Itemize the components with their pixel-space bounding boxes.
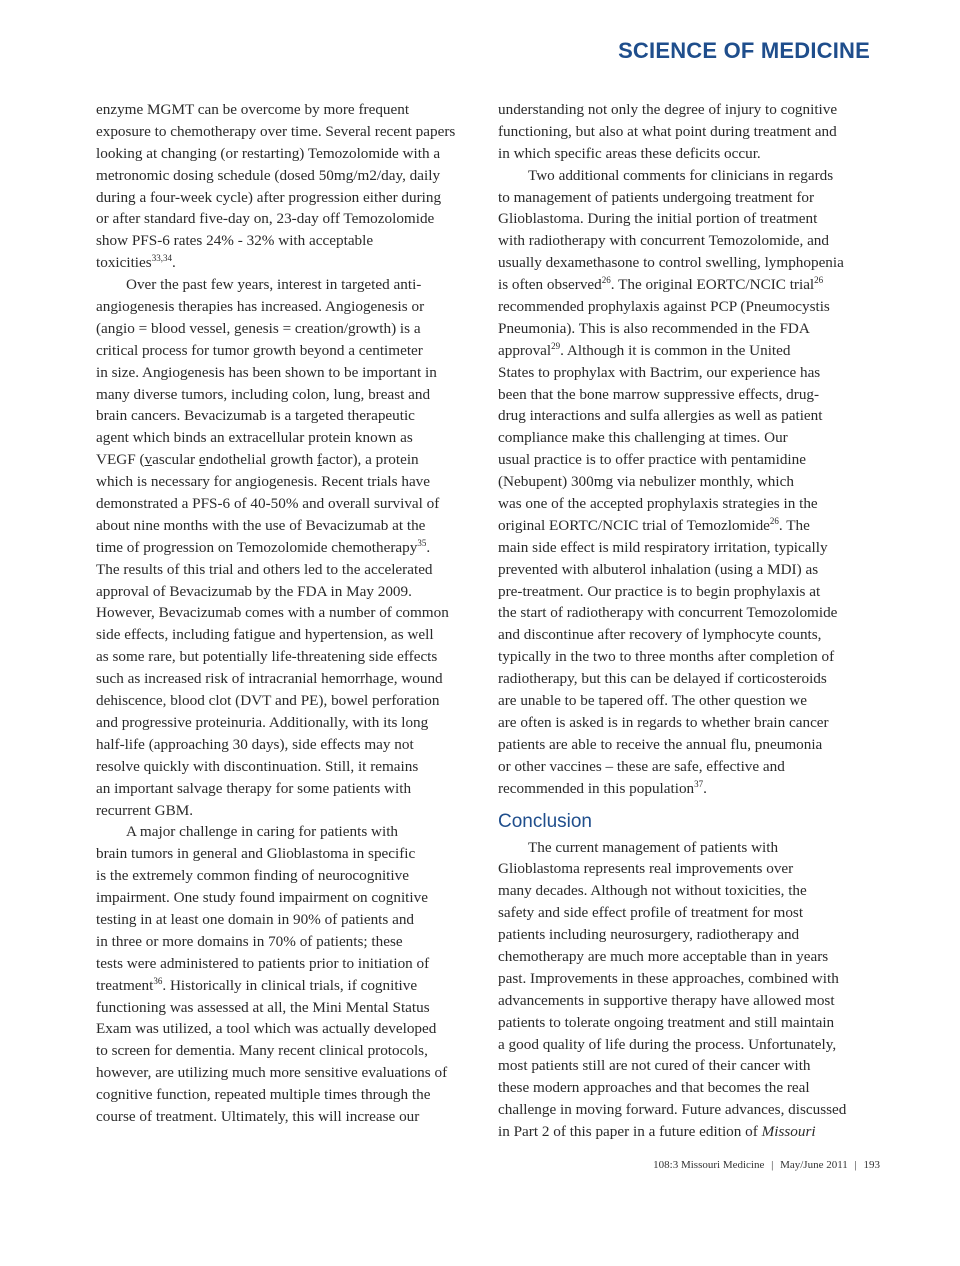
right-column <box>498 99 884 1143</box>
paragraph-start: A major challenge in caring for patients with <box>126 823 399 841</box>
text-span: . The <box>778 516 810 534</box>
citation-ref: 36 <box>153 975 163 986</box>
text-line: an important salvage therapy for some patients with <box>96 779 412 797</box>
text-line: demonstrated a PFS-6 of 40-50% and overall survival of <box>96 495 440 513</box>
text-line <box>96 537 482 559</box>
text-span: . <box>171 254 176 272</box>
text-line: patients including neurosurgery, radiotherapy and <box>498 926 800 944</box>
left-column <box>96 99 482 1128</box>
text-line: brain tumors in general and Glioblastoma in specific <box>96 845 416 863</box>
text-line: exposure to chemotherapy over time. Several recent papers <box>96 122 456 140</box>
text-span: approval <box>498 341 552 359</box>
text-span: time of progression on Temozolomide chemotherapy <box>96 538 418 556</box>
text-line: recurrent GBM. <box>96 801 193 819</box>
text-line: with radiotherapy with concurrent Temozolomide, and <box>498 232 829 250</box>
footer-journal: 108:3 Missouri Medicine <box>653 1159 765 1171</box>
text-line <box>96 449 482 471</box>
text-line: is the extremely common finding of neurocognitive <box>96 867 409 885</box>
text-line: States to prophylax with Bactrim, our experience has <box>498 363 821 381</box>
text-span: . Historically in clinical trials, if cognitive <box>162 976 418 994</box>
text-line <box>498 1121 884 1143</box>
text-line: as some rare, but potentially life-threatening side effects <box>96 648 438 666</box>
text-line: usually dexamethasone to control swelling, lymphopenia <box>498 254 844 272</box>
text-line: in which specific areas these deficits occur. <box>498 144 761 162</box>
text-line <box>498 515 884 537</box>
text-line: are unable to be tapered off. The other question we <box>498 692 807 710</box>
text-line: however, are utilizing much more sensitive evaluations of <box>96 1064 448 1082</box>
citation-ref: 29 <box>551 340 561 351</box>
text-line: or after standard five-day on, 23-day off Temozolomide <box>96 210 435 228</box>
text-line: show PFS-6 rates 24% - 32% with acceptable <box>96 232 374 250</box>
text-line: Glioblastoma represents real improvements over <box>498 860 794 878</box>
text-line: many diverse tumors, including colon, lung, breast and <box>96 385 431 403</box>
text-line: brain cancers. Bevacizumab is a targeted therapeutic <box>96 407 415 425</box>
underlined-letter: v <box>144 451 153 469</box>
text-line: many decades. Although not without toxicities, the <box>498 882 807 900</box>
text-line: which is necessary for angiogenesis. Recent trials have <box>96 473 431 491</box>
text-line: was one of the accepted prophylaxis strategies in the <box>498 495 818 513</box>
text-line: (angio = blood vessel, genesis = creation/growth) is a <box>96 319 421 337</box>
text-line: Exam was utilized, a tool which was actually developed <box>96 1020 437 1038</box>
text-line: to screen for dementia. Many recent clinical protocols, <box>96 1042 428 1060</box>
text-line: main side effect is mild respiratory irritation, typically <box>498 538 828 556</box>
text-line: in size. Angiogenesis has been shown to be important in <box>96 363 437 381</box>
text-span: in Part 2 of this paper in a future edition of <box>498 1123 762 1141</box>
text-span: VEGF ( <box>96 451 145 469</box>
text-span: recommended in this population <box>498 779 695 797</box>
text-line: patients to tolerate ongoing treatment and still maintain <box>498 1013 835 1031</box>
text-line: looking at changing (or restarting) Temozolomide with a <box>96 144 441 162</box>
underlined-letter: f <box>317 451 323 469</box>
page-footer <box>653 1159 880 1171</box>
citation-ref: 33,34 <box>151 253 172 264</box>
text-line: in three or more domains in 70% of patients; these <box>96 932 403 950</box>
text-line: a good quality of life during the process. Unfortunately, <box>498 1035 837 1053</box>
text-span: toxicities <box>96 254 152 272</box>
text-line: are often is asked is in regards to whether brain cancer <box>498 713 829 731</box>
page-number: 193 <box>863 1159 880 1171</box>
journal-name-italic: Missouri <box>761 1123 816 1141</box>
text-line: side effects, including fatigue and hypertension, as well <box>96 626 434 644</box>
text-span: . <box>703 779 707 797</box>
text-span: ascular <box>152 451 199 469</box>
text-line: past. Improvements in these approaches, combined with <box>498 969 839 987</box>
footer-separator: | <box>771 1159 774 1171</box>
text-line: safety and side effect profile of treatment for most <box>498 904 804 922</box>
paragraph-start: Over the past few years, interest in targeted anti- <box>126 276 422 294</box>
text-line: The results of this trial and others led to the accelerated <box>96 560 433 578</box>
text-line: agent which binds an extracellular protein known as <box>96 429 413 447</box>
text-line: enzyme MGMT can be overcome by more frequent <box>96 101 410 118</box>
text-line <box>96 975 482 997</box>
text-line: Pneumonia). This is also recommended in the FDA <box>498 319 810 337</box>
text-line: radiotherapy, but this can be delayed if corticosteroids <box>498 670 827 688</box>
text-line <box>498 778 884 800</box>
text-line: approval of Bevacizumab by the FDA in May 2009. <box>96 582 412 600</box>
text-line: Glioblastoma. During the initial portion of treatment <box>498 210 818 228</box>
citation-ref: 26 <box>601 275 611 286</box>
paragraph-start: Two additional comments for clinicians in regards <box>528 166 834 184</box>
text-line: understanding not only the degree of injury to cognitive <box>498 101 838 118</box>
text-span: . The original EORTC/NCIC trial <box>610 276 815 294</box>
text-line: However, Bevacizumab comes with a number of common <box>96 604 449 622</box>
text-line: half-life (approaching 30 days), side effects may not <box>96 735 414 753</box>
text-line: most patients still are not cured of their cancer with <box>498 1057 811 1075</box>
text-line: patients are able to receive the annual flu, pneumonia <box>498 735 823 753</box>
footer-separator: | <box>854 1159 857 1171</box>
text-line: challenge in moving forward. Future advances, discussed <box>498 1101 847 1119</box>
text-line: or other vaccines – these are safe, effective and <box>498 757 785 775</box>
text-span: ndothelial growth <box>205 451 318 469</box>
citation-ref: 37 <box>694 778 704 789</box>
text-line: and discontinue after recovery of lymphocyte counts, <box>498 626 822 644</box>
paragraph-start: The current management of patients with <box>528 838 779 856</box>
text-line: testing in at least one domain in 90% of patients and <box>96 910 415 928</box>
text-line: pre-treatment. Our practice is to begin prophylaxis at <box>498 582 821 600</box>
text-line: (Nebupent) 300mg via nebulizer monthly, which <box>498 473 794 491</box>
text-line: the start of radiotherapy with concurrent Temozolomide <box>498 604 838 622</box>
footer-date: May/June 2011 <box>780 1159 848 1171</box>
text-line: critical process for tumor growth beyond a centimeter <box>96 341 423 359</box>
text-line <box>96 252 482 274</box>
text-line: tests were administered to patients prior to initiation of <box>96 954 430 972</box>
text-line: to management of patients undergoing treatment for <box>498 188 815 206</box>
text-line: such as increased risk of intracranial hemorrhage, wound <box>96 670 443 688</box>
text-line: chemotherapy are much more acceptable than in years <box>498 947 829 965</box>
section-header: SCIENCE OF MEDICINE <box>618 38 870 63</box>
text-line: cognitive function, repeated multiple times through the <box>96 1086 431 1104</box>
text-line: usual practice is to offer practice with pentamidine <box>498 451 806 469</box>
text-line: during a four-week cycle) after progression either during <box>96 188 442 206</box>
text-span: . <box>426 538 431 556</box>
conclusion-heading: Conclusion <box>498 810 592 832</box>
text-line: dehiscence, blood clot (DVT and PE), bowel perforation <box>96 692 440 710</box>
text-span: original EORTC/NCIC trial of Temozlomide <box>498 516 770 534</box>
citation-ref: 35 <box>417 537 427 548</box>
text-line: and progressive proteinuria. Additionally, with its long <box>96 713 429 731</box>
text-span: actor), a protein <box>322 451 419 469</box>
text-line: about nine months with the use of Bevacizumab at the <box>96 516 426 534</box>
citation-ref: 26 <box>769 515 779 526</box>
text-line: impairment. One study found impairment on cognitive <box>96 889 428 907</box>
text-line: drug interactions and sulfa allergies as well as patient <box>498 407 823 425</box>
text-line: typically in the two to three months after completion of <box>498 648 835 666</box>
text-span: . Although it is common in the United <box>560 341 791 359</box>
text-line: angiogenesis therapies has increased. Angiogenesis or <box>96 298 425 316</box>
text-line: prevented with albuterol inhalation (using a MDI) as <box>498 560 819 578</box>
citation-ref: 26 <box>814 275 824 286</box>
text-line: compliance make this challenging at times. Our <box>498 429 788 447</box>
text-line: course of treatment. Ultimately, this will increase our <box>96 1107 420 1125</box>
text-line: functioning, but also at what point during treatment and <box>498 122 837 140</box>
text-line: metronomic dosing schedule (dosed 50mg/m2/day, daily <box>96 166 441 184</box>
text-line: these modern approaches and that becomes the real <box>498 1079 810 1097</box>
text-line: advancements in supportive therapy have allowed most <box>498 991 835 1009</box>
text-line <box>498 274 884 296</box>
text-span: is often observed <box>498 276 602 294</box>
text-line: recommended prophylaxis against PCP (Pneumocystis <box>498 298 830 316</box>
text-line: functioning was assessed at all, the Mini Mental Status <box>96 998 430 1016</box>
underlined-letter: e <box>198 451 206 469</box>
text-line: been that the bone marrow suppressive effects, drug- <box>498 385 820 403</box>
text-span: treatment <box>96 976 154 994</box>
text-line <box>498 340 884 362</box>
text-line: resolve quickly with discontinuation. Still, it remains <box>96 757 419 775</box>
